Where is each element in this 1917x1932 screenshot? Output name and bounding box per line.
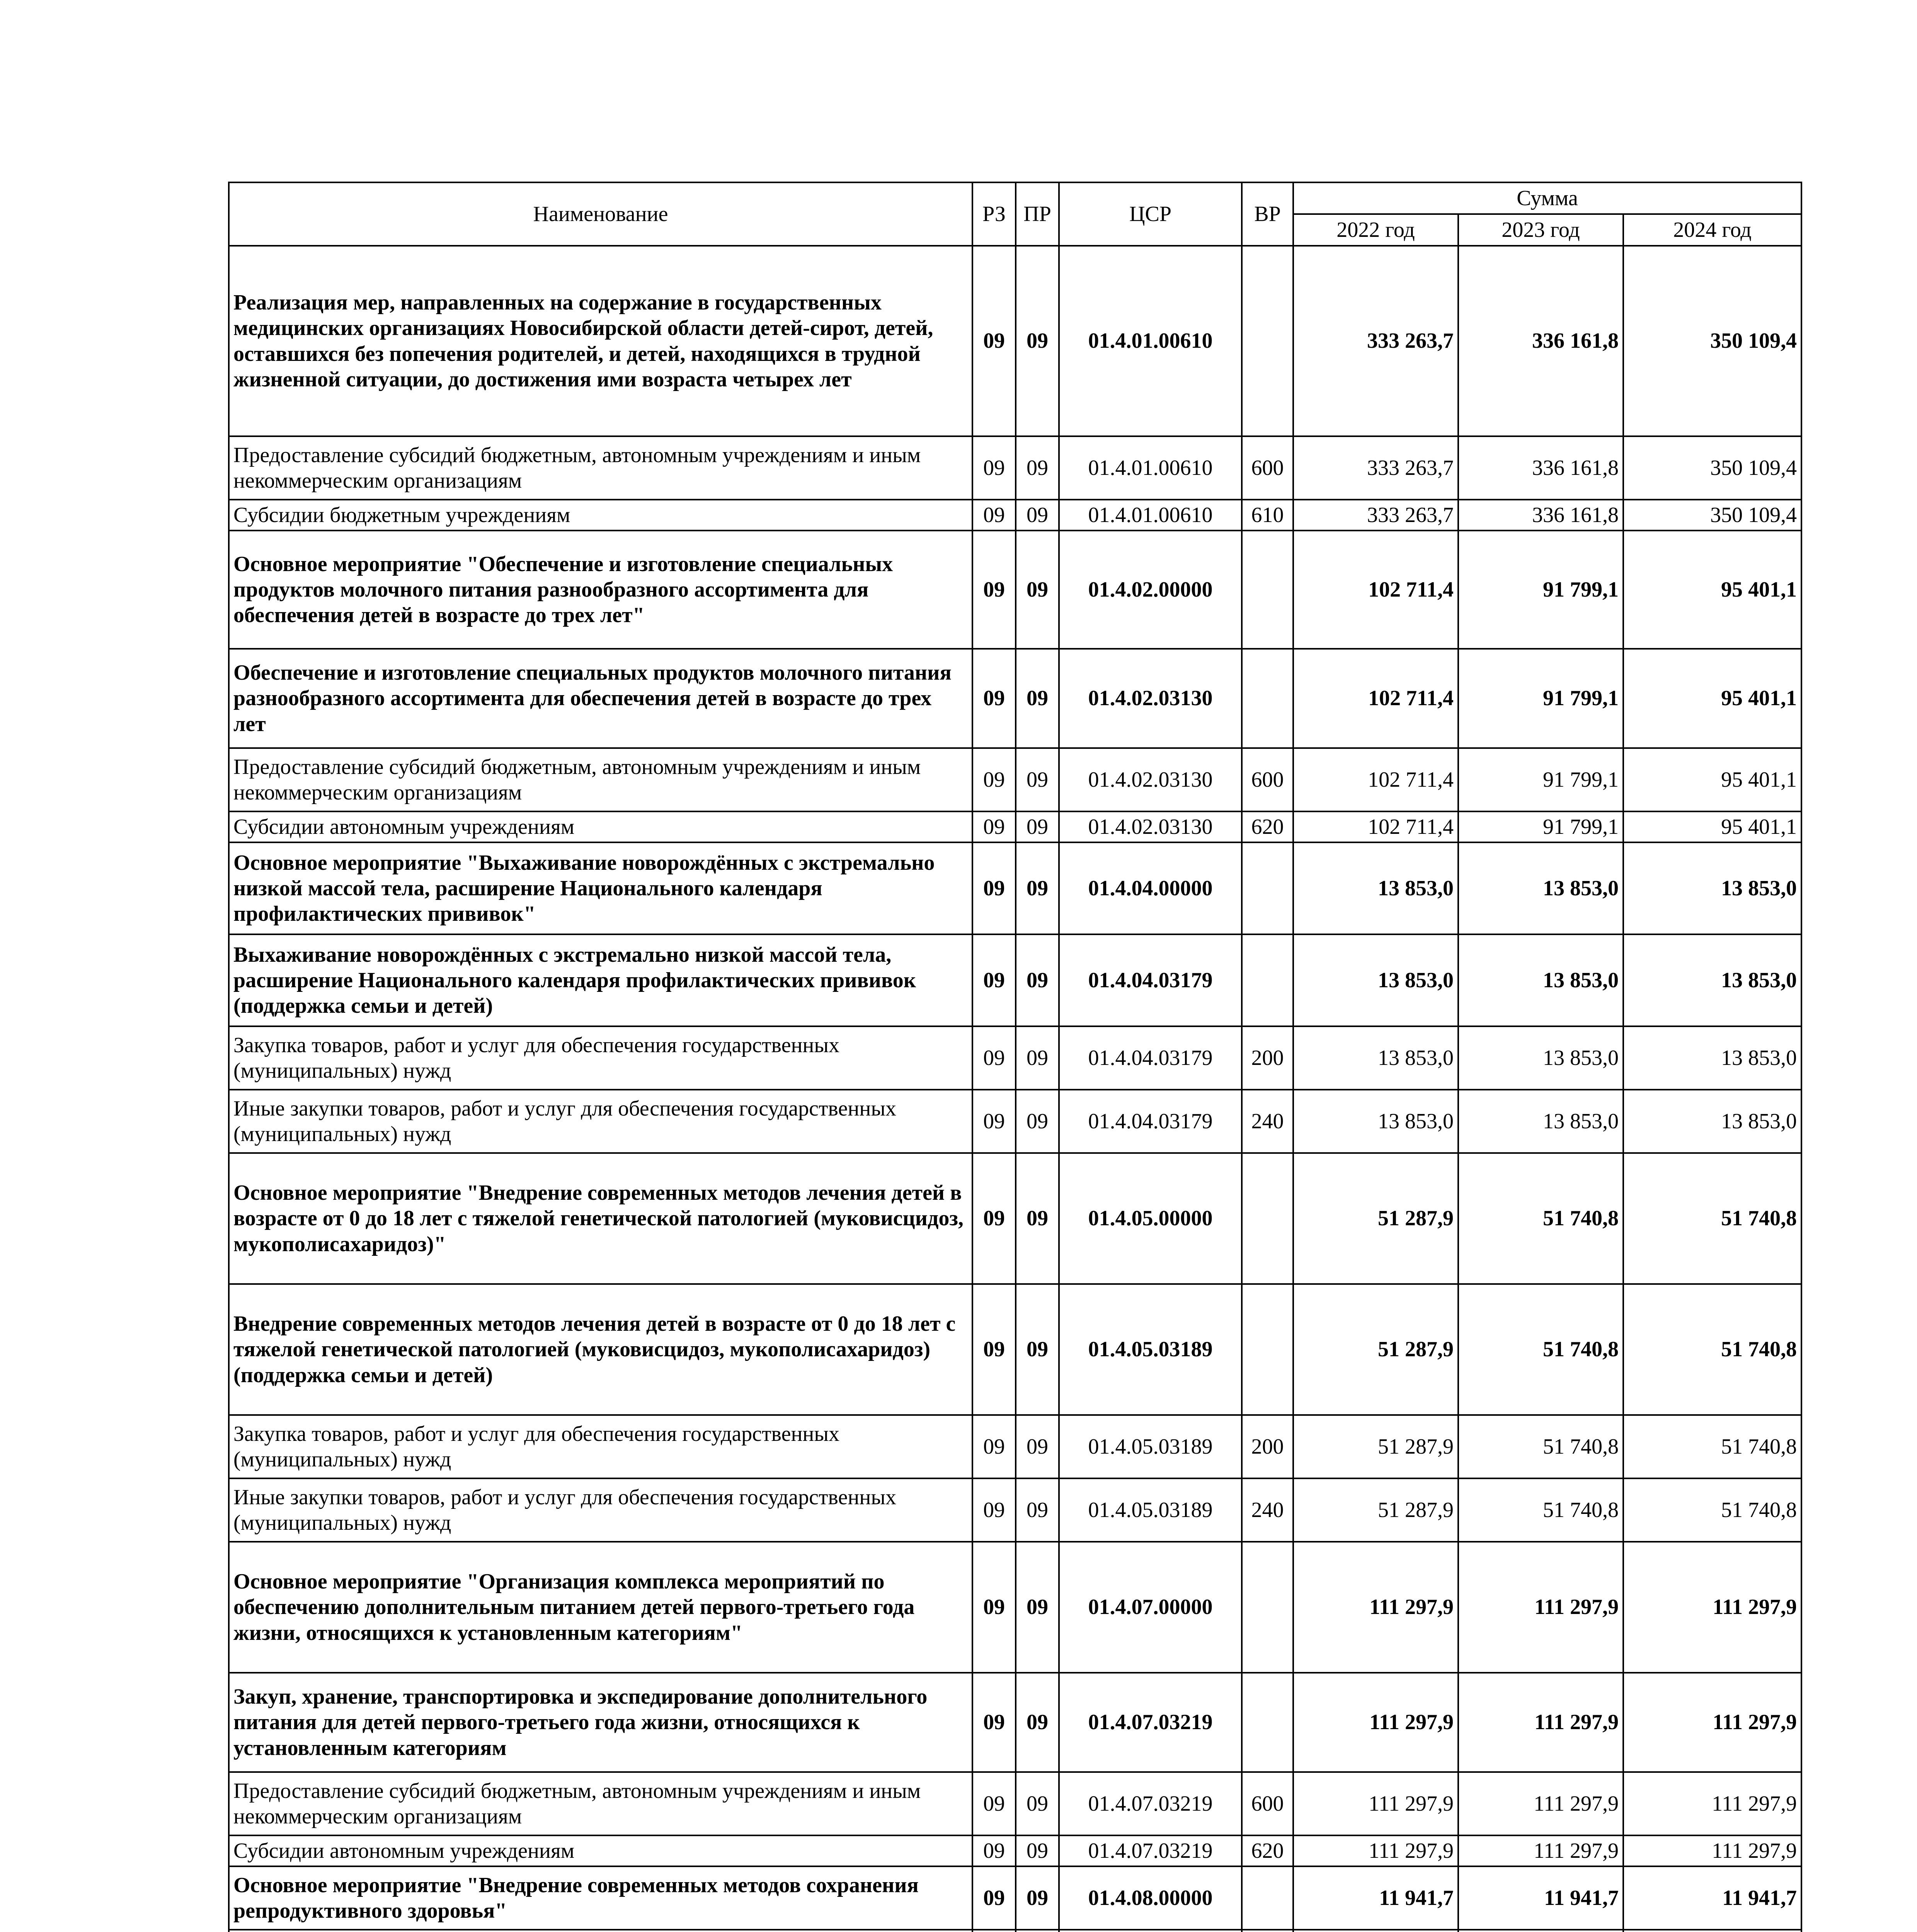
header-sum: Сумма <box>1293 182 1801 214</box>
cell-rz: 09 <box>972 1772 1016 1835</box>
cell-csr: 01.4.05.00000 <box>1059 1153 1242 1284</box>
cell-vr: 240 <box>1242 1090 1293 1153</box>
cell-rz <box>972 1930 1016 1932</box>
cell-y2024: 95 401,1 <box>1623 649 1801 748</box>
cell-csr: 01.4.08.00000 <box>1059 1866 1242 1930</box>
cell-csr <box>1059 1930 1242 1932</box>
cell-name: Основное мероприятие "Выхаживание новорождённых с экстремально низкой массой тела, расширение Национального календаря профилактических прививок" <box>229 842 972 934</box>
cell-csr: 01.4.02.03130 <box>1059 811 1242 842</box>
cell-pr: 09 <box>1016 1478 1059 1542</box>
cell-pr <box>1016 1930 1059 1932</box>
table-row <box>229 649 1801 748</box>
cell-pr: 09 <box>1016 436 1059 500</box>
table-row <box>229 500 1801 531</box>
cell-y2023: 51 740,8 <box>1458 1415 1623 1478</box>
cell-y2023: 336 161,8 <box>1458 500 1623 531</box>
cell-vr: 600 <box>1242 436 1293 500</box>
table-row <box>229 1153 1801 1284</box>
cell-y2023: 13 853,0 <box>1458 842 1623 934</box>
cell-y2022: 102 711,4 <box>1293 811 1458 842</box>
header-csr: ЦСР <box>1059 182 1242 246</box>
cell-pr: 09 <box>1016 1866 1059 1930</box>
cell-csr: 01.4.07.03219 <box>1059 1673 1242 1772</box>
cell-y2022: 333 263,7 <box>1293 246 1458 436</box>
cell-y2024 <box>1623 1930 1801 1932</box>
cell-y2022: 13 853,0 <box>1293 934 1458 1026</box>
cell-pr: 09 <box>1016 748 1059 811</box>
cell-rz: 09 <box>972 1478 1016 1542</box>
cell-name: Основное мероприятие "Обеспечение и изготовление специальных продуктов молочного питания разнообразного ассортимента для обеспечения детей в возрасте до трех лет" <box>229 531 972 649</box>
cell-name: Иные закупки товаров, работ и услуг для обеспечения государственных (муниципальных) нужд <box>229 1478 972 1542</box>
cell-y2024: 13 853,0 <box>1623 1026 1801 1090</box>
cell-vr: 620 <box>1242 811 1293 842</box>
cell-y2024: 111 297,9 <box>1623 1772 1801 1835</box>
cell-y2022: 13 853,0 <box>1293 842 1458 934</box>
header-year-2023: 2023 год <box>1458 214 1623 246</box>
cell-name: Выхаживание новорождённых с экстремально низкой массой тела, расширение Национального календаря профилактических прививок (поддержка семьи и детей) <box>229 934 972 1026</box>
cell-y2023: 111 297,9 <box>1458 1835 1623 1866</box>
cell-vr <box>1242 1866 1293 1930</box>
cell-y2022: 102 711,4 <box>1293 748 1458 811</box>
header-rz: РЗ <box>972 182 1016 246</box>
cell-vr: 200 <box>1242 1415 1293 1478</box>
table-header <box>229 182 1801 246</box>
cell-name: Субсидии автономным учреждениям <box>229 811 972 842</box>
table-row <box>229 934 1801 1026</box>
cell-vr: 610 <box>1242 500 1293 531</box>
cell-name: Субсидии автономным учреждениям <box>229 1835 972 1866</box>
cell-name: Внедрение современных методов лечения детей в возрасте от 0 до 18 лет с тяжелой генетической патологией (муковисцидоз, мукополисахаридоз) (поддержка семьи и детей) <box>229 1284 972 1415</box>
cell-rz: 09 <box>972 842 1016 934</box>
cell-y2024: 51 740,8 <box>1623 1478 1801 1542</box>
cell-vr <box>1242 1542 1293 1673</box>
cell-y2024: 13 853,0 <box>1623 1090 1801 1153</box>
table-row <box>229 1026 1801 1090</box>
cell-y2024: 350 109,4 <box>1623 436 1801 500</box>
cell-y2024: 95 401,1 <box>1623 811 1801 842</box>
cell-vr <box>1242 531 1293 649</box>
cell-rz: 09 <box>972 811 1016 842</box>
header-year-2024: 2024 год <box>1623 214 1801 246</box>
cell-rz: 09 <box>972 649 1016 748</box>
cell-y2022: 13 853,0 <box>1293 1090 1458 1153</box>
cell-rz: 09 <box>972 1673 1016 1772</box>
cell-y2022: 11 941,7 <box>1293 1866 1458 1930</box>
cell-y2022: 111 297,9 <box>1293 1542 1458 1673</box>
cell-y2022: 51 287,9 <box>1293 1153 1458 1284</box>
cell-csr: 01.4.02.03130 <box>1059 748 1242 811</box>
table-row <box>229 1772 1801 1835</box>
table-row <box>229 531 1801 649</box>
cell-rz: 09 <box>972 531 1016 649</box>
cell-vr <box>1242 649 1293 748</box>
cell-vr <box>1242 1284 1293 1415</box>
cell-csr: 01.4.04.03179 <box>1059 934 1242 1026</box>
budget-table <box>228 182 1802 1932</box>
cell-y2023: 51 740,8 <box>1458 1284 1623 1415</box>
cell-csr: 01.4.04.03179 <box>1059 1026 1242 1090</box>
cell-y2023: 91 799,1 <box>1458 748 1623 811</box>
table-row <box>229 842 1801 934</box>
cell-rz: 09 <box>972 1153 1016 1284</box>
table-row <box>229 1673 1801 1772</box>
cell-vr: 240 <box>1242 1478 1293 1542</box>
cell-y2022: 51 287,9 <box>1293 1284 1458 1415</box>
cell-name: Закуп, хранение, транспортировка и экспедирование дополнительного питания для детей первого-третьего года жизни, относящихся к установленным категориям <box>229 1673 972 1772</box>
cell-y2023: 11 941,7 <box>1458 1866 1623 1930</box>
cell-name: Основное мероприятие "Организация комплекса мероприятий по обеспечению дополнительным питанием детей первого-третьего года жизни, относящихся к установленным категориям" <box>229 1542 972 1673</box>
cell-rz: 09 <box>972 436 1016 500</box>
cell-y2024: 11 941,7 <box>1623 1866 1801 1930</box>
cell-y2022: 13 853,0 <box>1293 1026 1458 1090</box>
header-year-2022: 2022 год <box>1293 214 1458 246</box>
cell-vr: 600 <box>1242 748 1293 811</box>
table-row <box>229 436 1801 500</box>
cell-name: Основное мероприятие "Внедрение современных методов сохранения репродуктивного здоровья" <box>229 1866 972 1930</box>
cell-csr: 01.4.05.03189 <box>1059 1284 1242 1415</box>
cell-pr: 09 <box>1016 1284 1059 1415</box>
cell-y2023: 51 740,8 <box>1458 1153 1623 1284</box>
cell-y2023 <box>1458 1930 1623 1932</box>
cell-rz: 09 <box>972 1542 1016 1673</box>
cell-y2023: 13 853,0 <box>1458 934 1623 1026</box>
cell-y2023: 111 297,9 <box>1458 1542 1623 1673</box>
table-row <box>229 1866 1801 1930</box>
cell-rz: 09 <box>972 1866 1016 1930</box>
cell-y2023: 13 853,0 <box>1458 1090 1623 1153</box>
cell-vr <box>1242 842 1293 934</box>
cell-name: Закупка товаров, работ и услуг для обеспечения государственных (муниципальных) нужд <box>229 1026 972 1090</box>
cell-vr <box>1242 934 1293 1026</box>
cell-y2024: 350 109,4 <box>1623 246 1801 436</box>
header-pr: ПР <box>1016 182 1059 246</box>
cell-pr: 09 <box>1016 842 1059 934</box>
cell-csr: 01.4.07.03219 <box>1059 1835 1242 1866</box>
cell-rz: 09 <box>972 748 1016 811</box>
cell-pr: 09 <box>1016 934 1059 1026</box>
cell-csr: 01.4.07.03219 <box>1059 1772 1242 1835</box>
cell-y2024: 95 401,1 <box>1623 531 1801 649</box>
cell-y2023: 91 799,1 <box>1458 649 1623 748</box>
cell-name: Предоставление субсидий бюджетным, автономным учреждениям и иным некоммерческим организациям <box>229 748 972 811</box>
cell-name: Субсидии бюджетным учреждениям <box>229 500 972 531</box>
cell-name <box>229 1930 972 1932</box>
cell-pr: 09 <box>1016 1090 1059 1153</box>
table-body <box>229 246 1801 1932</box>
table-row <box>229 1090 1801 1153</box>
cell-pr: 09 <box>1016 811 1059 842</box>
cell-y2024: 111 297,9 <box>1623 1835 1801 1866</box>
cell-y2023: 111 297,9 <box>1458 1673 1623 1772</box>
cell-csr: 01.4.05.03189 <box>1059 1415 1242 1478</box>
cell-name: Обеспечение и изготовление специальных продуктов молочного питания разнообразного ассортимента для обеспечения детей в возрасте до трех лет <box>229 649 972 748</box>
cell-pr: 09 <box>1016 649 1059 748</box>
table-row <box>229 1478 1801 1542</box>
cell-y2022: 111 297,9 <box>1293 1835 1458 1866</box>
cell-csr: 01.4.05.03189 <box>1059 1478 1242 1542</box>
cell-rz: 09 <box>972 500 1016 531</box>
cell-y2022: 111 297,9 <box>1293 1673 1458 1772</box>
cell-vr <box>1242 1673 1293 1772</box>
cell-y2023: 91 799,1 <box>1458 531 1623 649</box>
cell-csr: 01.4.04.00000 <box>1059 842 1242 934</box>
table-row <box>229 246 1801 436</box>
cell-pr: 09 <box>1016 1673 1059 1772</box>
cell-y2024: 111 297,9 <box>1623 1673 1801 1772</box>
cell-y2023: 91 799,1 <box>1458 811 1623 842</box>
cell-pr: 09 <box>1016 500 1059 531</box>
cell-name: Основное мероприятие "Внедрение современных методов лечения детей в возрасте от 0 до 18 лет с тяжелой генетической патологией (муковисцидоз, мукополисахаридоз)" <box>229 1153 972 1284</box>
cell-pr: 09 <box>1016 1153 1059 1284</box>
header-vr: ВР <box>1242 182 1293 246</box>
cell-y2024: 95 401,1 <box>1623 748 1801 811</box>
header-name: Наименование <box>229 182 972 246</box>
cell-rz: 09 <box>972 934 1016 1026</box>
table-row <box>229 1415 1801 1478</box>
cell-csr: 01.4.01.00610 <box>1059 500 1242 531</box>
cell-y2024: 350 109,4 <box>1623 500 1801 531</box>
cell-y2022: 51 287,9 <box>1293 1415 1458 1478</box>
cell-rz: 09 <box>972 246 1016 436</box>
cell-y2024: 51 740,8 <box>1623 1284 1801 1415</box>
cell-y2022: 102 711,4 <box>1293 531 1458 649</box>
table-row <box>229 811 1801 842</box>
cell-csr: 01.4.01.00610 <box>1059 246 1242 436</box>
cell-csr: 01.4.02.00000 <box>1059 531 1242 649</box>
cell-vr: 600 <box>1242 1772 1293 1835</box>
cell-pr: 09 <box>1016 1772 1059 1835</box>
cell-pr: 09 <box>1016 1415 1059 1478</box>
cell-rz: 09 <box>972 1415 1016 1478</box>
cell-y2023: 51 740,8 <box>1458 1478 1623 1542</box>
cell-csr: 01.4.04.03179 <box>1059 1090 1242 1153</box>
cell-y2022: 51 287,9 <box>1293 1478 1458 1542</box>
cell-csr: 01.4.01.00610 <box>1059 436 1242 500</box>
table-row <box>229 1930 1801 1932</box>
cell-y2024: 111 297,9 <box>1623 1542 1801 1673</box>
cell-y2023: 336 161,8 <box>1458 436 1623 500</box>
table-row <box>229 1542 1801 1673</box>
cell-pr: 09 <box>1016 246 1059 436</box>
cell-rz: 09 <box>972 1090 1016 1153</box>
cell-y2022: 333 263,7 <box>1293 436 1458 500</box>
cell-pr: 09 <box>1016 1026 1059 1090</box>
cell-pr: 09 <box>1016 1542 1059 1673</box>
cell-y2023: 13 853,0 <box>1458 1026 1623 1090</box>
cell-vr: 620 <box>1242 1835 1293 1866</box>
cell-csr: 01.4.07.00000 <box>1059 1542 1242 1673</box>
cell-y2024: 13 853,0 <box>1623 934 1801 1026</box>
cell-y2022: 102 711,4 <box>1293 649 1458 748</box>
cell-y2024: 51 740,8 <box>1623 1153 1801 1284</box>
cell-y2023: 111 297,9 <box>1458 1772 1623 1835</box>
table-row <box>229 1835 1801 1866</box>
cell-name: Предоставление субсидий бюджетным, автономным учреждениям и иным некоммерческим организациям <box>229 436 972 500</box>
cell-vr <box>1242 246 1293 436</box>
cell-vr <box>1242 1153 1293 1284</box>
cell-y2023: 336 161,8 <box>1458 246 1623 436</box>
cell-y2024: 13 853,0 <box>1623 842 1801 934</box>
cell-rz: 09 <box>972 1026 1016 1090</box>
cell-pr: 09 <box>1016 1835 1059 1866</box>
table-row <box>229 748 1801 811</box>
cell-rz: 09 <box>972 1835 1016 1866</box>
cell-y2022: 111 297,9 <box>1293 1772 1458 1835</box>
cell-y2024: 51 740,8 <box>1623 1415 1801 1478</box>
cell-vr <box>1242 1930 1293 1932</box>
cell-rz: 09 <box>972 1284 1016 1415</box>
cell-pr: 09 <box>1016 531 1059 649</box>
cell-csr: 01.4.02.03130 <box>1059 649 1242 748</box>
cell-name: Закупка товаров, работ и услуг для обеспечения государственных (муниципальных) нужд <box>229 1415 972 1478</box>
cell-name: Иные закупки товаров, работ и услуг для обеспечения государственных (муниципальных) нужд <box>229 1090 972 1153</box>
cell-vr: 200 <box>1242 1026 1293 1090</box>
table-row <box>229 1284 1801 1415</box>
cell-y2022: 333 263,7 <box>1293 500 1458 531</box>
cell-y2022 <box>1293 1930 1458 1932</box>
cell-name: Реализация мер, направленных на содержание в государственных медицинских организациях Новосибирской области детей-сирот, детей, оставшихся без попечения родителей, и детей, находящихся в трудной жизненной ситуации, до достижения ими возраста четырех лет <box>229 246 972 436</box>
cell-name: Предоставление субсидий бюджетным, автономным учреждениям и иным некоммерческим организациям <box>229 1772 972 1835</box>
